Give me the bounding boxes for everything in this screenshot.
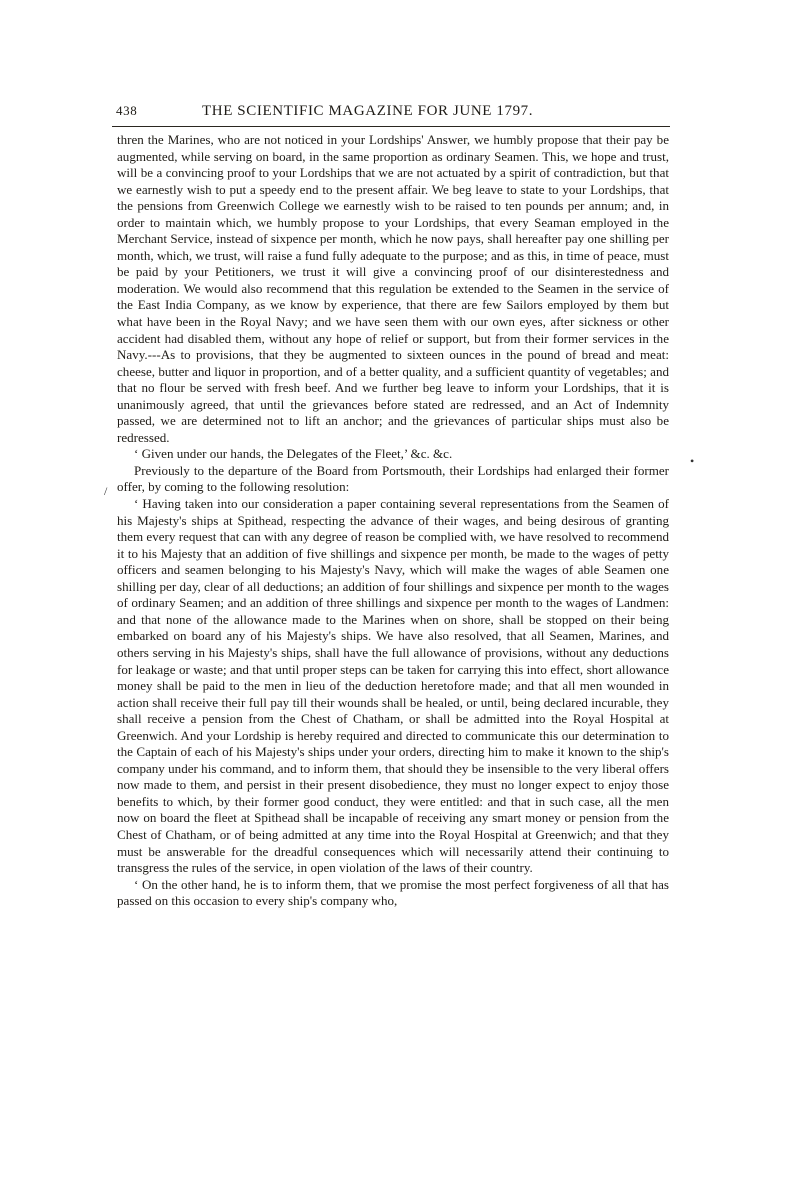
paragraph-forgiveness: ‘ On the other hand, he is to inform them, that we promise the most perfect forgiveness of all that has passed on this occasion to every ship's company who, bbox=[117, 876, 669, 909]
paragraph-petition: thren the Marines, who are not noticed in your Lordships' Answer, we humbly propose that their pay be augmented, while serving on board, in the same proportion as ordinary Seamen. This, we hope and trust, will be a convincing proof to your Lordships that we are not actuated by a spirit of contradiction, but that we earnestly wish to put a speedy end to the present affair. We beg leave to state to your Lordships, that the pensions from Greenwich College we earnestly wish to be raised to ten pounds per annum; and, in order to maintain which, we humbly propose to your Lordships, that every Seaman employed in the Merchant Service, instead of sixpence per month, which he now pays, shall hereafter pay one shilling per month, which, we trust, will raise a fund fully adequate to the purpose; and as this, in time of peace, must be paid by your Petitioners, we trust it will give a convincing proof of our disinterestedness and moderation. We would also recommend that this regulation be extended to the Seamen in the service of the East India Company, as we know by experience, that there are few Sailors employed by them but what have been in the Royal Navy; and we have seen them with our own eyes, after sickness or other accident had disabled them, without any hope of relief or support, but from their former services in the Navy.---As to provisions, that they be augmented to sixteen ounces in the pound of bread and meat: cheese, butter and liquor in proportion, and of a better quality, and a sufficient quantity of vegetables; and that no flour be served with fresh beef. And we further beg leave to inform your Lordships, that it is unanimously agreed, that until the grievances before stated are redressed, and an Act of Indemnity passed, we are determined not to lift an anchor; and the grievances of particular ships must also be redressed. bbox=[117, 132, 669, 445]
margin-mark-right: • bbox=[690, 454, 695, 468]
page-number: 438 bbox=[116, 103, 138, 118]
paragraph-resolution: ‘ Having taken into our consideration a paper containing several representations from the Seamen of his Majesty's ships at Spithead, respecting the advance of their wages, and being desirous of granting them every request that can with any degree of reason be complied with, we have resolved to recommend it to his Majesty that an addition of five shillings and sixpence per month, be made to the wages of petty officers and seamen belonging to his Majesty's Navy, which will make the wages of able Seamen one shilling per day, clear of all deductions; an addition of four shillings and sixpence per month to the wages of ordinary Seamen; and an addition of three shillings and sixpence per month to the wages of Landmen: and that none of the allowance made to the Marines when on shore, shall be stopped on their being embarked on board any of his Majesty's ships. We have also resolved, that all Seamen, Marines, and others serving in his Majesty's ships, shall have the full allowance of provisions, without any deductions for leakage or waste; and that until proper steps can be taken for carrying this into effect, short allowance money shall be paid to the men in lieu of the deduction heretofore made; and that all men wounded in action shall receive their full pay till their wounds shall be healed, or until, being declared incurable, they shall receive a pension from the Chest of Chatham, or shall be admitted into the Royal Hospital at Greenwich. And your Lordship is hereby required and directed to communicate this our determination to the Captain of each of his Majesty's ships under your orders, directing him to make it known to the ship's company under his command, and to inform them, that should they be insensible to the very liberal offers now made to them, and persist in their present disobedience, they must no longer expect to enjoy those benefits to which, by their former good conduct, they were entitled: and that in such case, all the men now on board the fleet at Spithead shall be incapable of receiving any smart money or pension from the Chest of Chatham, or of being admitted at any time into the Royal Hospital at Greenwich; and that they must be answerable for the dreadful consequences which will necessarily attend their continuing to transgress the rules of the service, in open violation of the laws of their country. bbox=[117, 496, 669, 876]
running-title: THE SCIENTIFIC MAGAZINE FOR JUNE 1797. bbox=[202, 103, 534, 119]
paragraph-resolution-intro: Previously to the departure of the Board from Portsmouth, their Lordships had enlarged their former offer, by coming to the following resolution: bbox=[117, 462, 669, 495]
page-header bbox=[116, 103, 676, 123]
header-rule bbox=[112, 126, 670, 127]
margin-mark-left: / bbox=[104, 484, 108, 498]
paragraph-signature: ‘ Given under our hands, the Delegates of the Fleet,’ &c. &c. bbox=[134, 446, 453, 462]
article-body bbox=[117, 132, 669, 910]
